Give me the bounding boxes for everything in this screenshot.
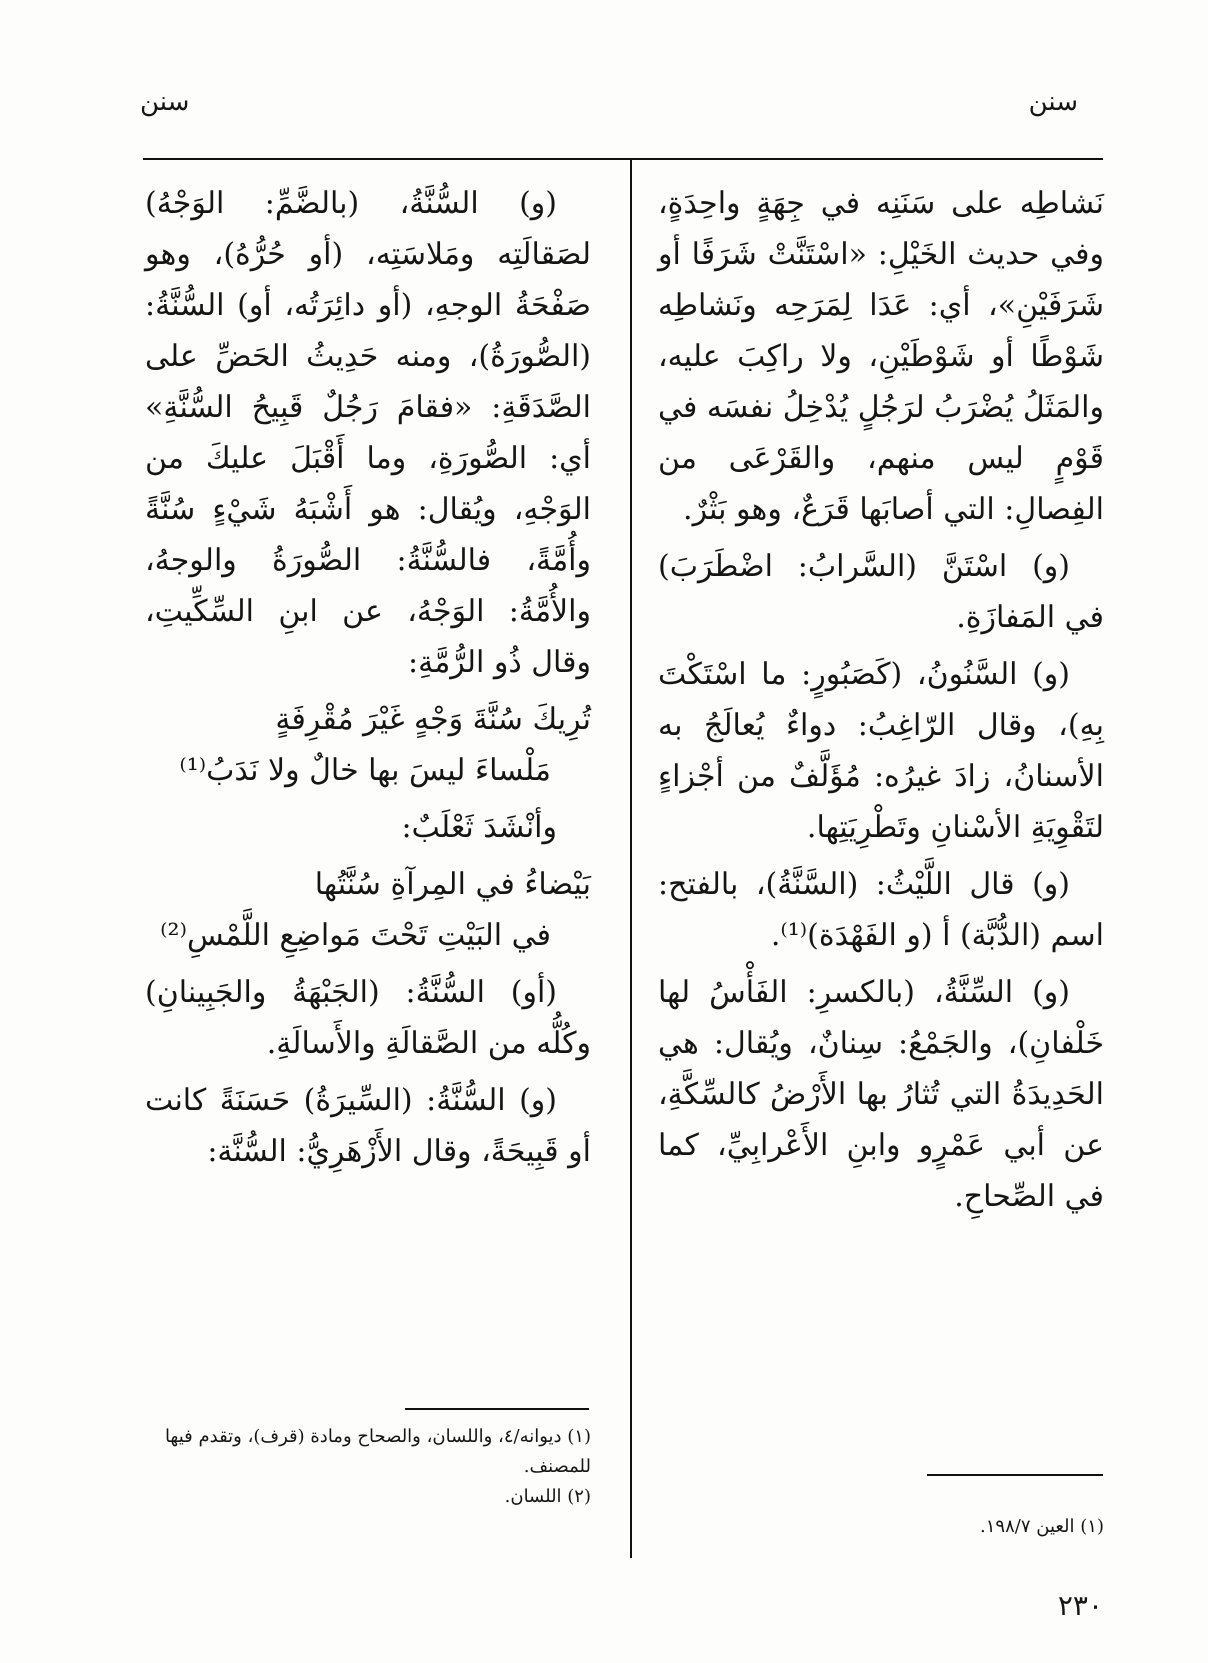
left-column — [145, 178, 591, 1183]
verse — [145, 859, 591, 961]
footnote: (٢) اللسان. — [504, 1486, 591, 1507]
page-number: ٢٣٠ — [1057, 1589, 1103, 1622]
verse — [145, 694, 591, 796]
footnote-rule — [405, 1408, 589, 1410]
paragraph: (و) السُّنَّةُ، (بالضَّمِّ: الوَجْهُ) لصَقالَتِه ومَلاسَتِه، (أو حُرُّهُ)، وهو صَفْحَةُ الوجهِ، (أو دائِرَتُه، أو) السُّنَّةُ: (الصُّورَةُ)، ومنه حَدِيثُ الحَضِّ على الصَّدَقَةِ: «فقامَ رَجُلٌ قَبِيحُ السُّنَّةِ» أي: الصُّورَةِ، وما أَقْبَلَ عليكَ من الوَجْهِ، ويُقال: هو أَشْبَهُ شَيْءٍ سُنَّةً وأُمَّةً، فالسُّنَّةُ: الصُّورَةُ والوجهُ، والأُمَّةُ: الوَجْهُ، عن ابنِ السِّكِّيتِ، وقال ذُو الرُّمَّةِ: — [145, 186, 591, 680]
paragraph: (و) السِّنَّةُ، (بالكسرِ: الفَأْسُ لها خَلْفانِ)، والجَمْعُ: سِنانٌ، ويُقال: هي الحَدِيدَةُ التي تُثارُ بها الأَرْضُ كالسِّكَّةِ، عن أبي عَمْرٍو وابنِ الأَعْرابِيِّ، كما في الصِّحاحِ. — [658, 975, 1104, 1214]
paragraph: وأنْشَدَ ثَعْلَبٌ: — [401, 810, 557, 845]
column-divider — [630, 158, 632, 1558]
right-column — [658, 178, 1104, 1228]
header-root-word-left: سنن — [140, 87, 190, 117]
footnote: (١) ديوانه/٤، واللسان، والصحاح ومادة (قرف)، وتقدم فيها للمصنف. — [164, 1426, 591, 1477]
paragraph: (و) قال اللَّيْثُ: (السَّنَّةُ)، بالفتح: اسم (الدُّبَّة) أ (و الفَهْدَة)⁽¹⁾. — [658, 867, 1104, 953]
paragraph: (و) اسْتَنَّ (السَّرابُ: اضْطَرَبَ) في المَفازَةِ. — [658, 549, 1104, 635]
header-root-word-right: سنن — [1028, 87, 1078, 117]
footnotes-left — [145, 1422, 591, 1512]
footnotes-right — [658, 1512, 1104, 1542]
header-rule — [143, 158, 1103, 160]
paragraph: نَشاطِه على سَنَنِه في جِهَةٍ واحِدَةٍ، وفي حديث الخَيْلِ: «اسْتَنَّتْ شَرَفًا أو شَرَفَيْنِ»، أي: عَدَا لِمَرَحِه ونَشاطِه شَوْطًا أو شَوْطَيْنِ، ولا راكِبَ عليه، والمَثَلُ يُضْرَبُ لرَجُلٍ يُدْخِلُ نفسَه في قَوْمٍ ليس منهم، والقَرْعَى من الفِصالِ: التي أصابَها قَرَعٌ، وهو بَثْرٌ. — [658, 186, 1104, 527]
footnote: (١) العين ١٩٨/٧. — [980, 1516, 1104, 1537]
verse-line: مَلْساءَ ليسَ بها خالٌ ولا نَدَبُ⁽¹⁾ — [179, 753, 551, 788]
footnote-rule — [927, 1474, 1103, 1476]
paragraph: (أو) السُّنَّةُ: (الجَبْهَةُ والجَبِينانِ) وكُلُّه من الصَّقالَةِ والأَسالَةِ. — [145, 975, 591, 1061]
verse-line: بَيْضاءُ في المِرآةِ سُنَّتُها — [314, 867, 591, 902]
verse-line: في البَيْتِ تَحْتَ مَواضِعِ اللَّمْسِ⁽²⁾ — [160, 918, 551, 953]
paragraph: (و) السُّنَّةُ: (السِّيرَةُ) حَسَنَةً كانت أو قَبِيحَةً، وقال الأَزْهَرِيُّ: السُّنَّة: — [145, 1083, 591, 1169]
paragraph: (و) السَّنُونُ، (كَصَبُورٍ: ما اسْتَكْتَ بِهِ)، وقال الرّاغِبُ: دواءٌ يُعالَجُ به الأسنانُ، زادَ غيرُه: مُؤَلَّفٌ من أجْزاءٍ لتَقْوِيَةِ الأسْنانِ وتَطْرِيَتِها. — [658, 657, 1104, 845]
verse-line: تُرِيكَ سُنَّةَ وَجْهٍ غَيْرَ مُقْرِفَةٍ — [275, 702, 591, 737]
